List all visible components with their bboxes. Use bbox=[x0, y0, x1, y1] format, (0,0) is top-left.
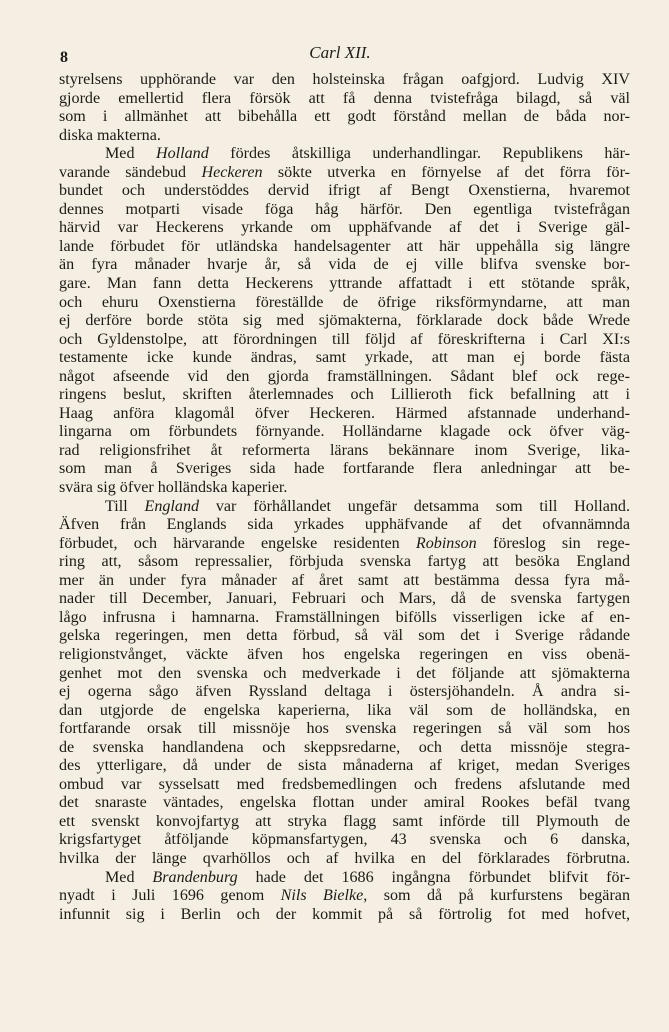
page-number: 8 bbox=[60, 49, 68, 66]
text-line bbox=[59, 535, 630, 554]
text-line bbox=[59, 498, 630, 517]
text-segment: svära sig öfver holländska kaperier. bbox=[59, 479, 288, 497]
text-segment: gjorde emellertid flera försök att få denna tvistefråga bilagd, så väl bbox=[59, 89, 630, 107]
text-segment: ej derföre borde stöta sig med sjömakterna, förklarade dock både Wrede bbox=[59, 312, 630, 330]
text-line bbox=[59, 516, 630, 535]
text-line bbox=[59, 553, 630, 572]
text-segment: och ehuru Oxenstierna föreställde de öfrige riksförmyndarne, att man bbox=[59, 293, 630, 311]
text-segment: dan utgjorde de engelska kaperierna, lika väl som de holländska, en bbox=[59, 701, 630, 719]
text-segment: ombud var sysselsatt med fredsbemedlingen och fredens afslutande med bbox=[59, 775, 630, 793]
text-line bbox=[59, 479, 630, 498]
text-segment: något afseende vid den gjorda framställningen. Sådant blef ock rege- bbox=[59, 367, 630, 385]
body-text bbox=[59, 71, 630, 924]
text-segment: fortfarande orsak till missnöje hos svenska regeringen så väl som hos bbox=[59, 720, 630, 738]
text-segment: ej ogerna sågo äfven Ryssland deltaga i östersjöhandeln. Å andra si- bbox=[59, 683, 630, 701]
text-segment: nyadt i Juli 1696 genom bbox=[59, 887, 281, 905]
text-line bbox=[59, 108, 630, 127]
text-segment: lågo infrusna i hamnarna. Framställningen bifölls visserligen icke af en- bbox=[59, 608, 630, 626]
text-segment: dennes motparti visade föga håg härför. Den egentliga tvistefrågan bbox=[59, 200, 630, 218]
text-line bbox=[59, 776, 630, 795]
text-segment: Äfven från Englands sida yrkades upphäfvande af det ofvannämnda bbox=[59, 516, 630, 534]
italic-name: Heckeren bbox=[201, 163, 263, 181]
text-segment: förbudet, och härvarande engelske residenten bbox=[59, 534, 416, 552]
text-line bbox=[59, 869, 630, 888]
text-line bbox=[59, 368, 630, 387]
text-line bbox=[59, 683, 630, 702]
text-segment: bundet och understöddes dervid ifrigt af Bengt Oxenstierna, hvaremot bbox=[59, 182, 630, 200]
text-segment: styrelsens upphörande var den holsteinska frågan oafgjord. Ludvig XIV bbox=[59, 71, 630, 88]
text-segment: sökte utverka en förnyelse af det förra för- bbox=[262, 163, 630, 181]
text-segment: varande sändebud bbox=[59, 163, 202, 181]
text-line bbox=[59, 331, 630, 350]
text-segment: des ytterligare, då under de sista månaderna af kriget, medan Sveriges bbox=[59, 757, 630, 775]
running-title: Carl XII. bbox=[309, 43, 371, 62]
text-segment: än fyra månader hvarje år, så vida de ej ville blifva svenske bor- bbox=[59, 256, 630, 274]
text-line bbox=[59, 850, 630, 869]
text-segment: Med bbox=[105, 145, 156, 163]
text-segment: diska makterna. bbox=[59, 126, 161, 144]
italic-name: Brandenburg bbox=[152, 868, 238, 886]
italic-name: Nils Bielke bbox=[280, 887, 364, 905]
text-line bbox=[59, 906, 630, 925]
text-line bbox=[59, 794, 630, 813]
text-line bbox=[59, 460, 630, 479]
text-segment: hvilka der länge qvarhöllos och af hvilka en del förklarades förbrutna. bbox=[59, 849, 630, 867]
text-segment: Till bbox=[105, 497, 145, 515]
text-segment: fördes åtskilliga underhandlingar. Republikens här- bbox=[208, 145, 630, 163]
text-line bbox=[59, 665, 630, 684]
text-line bbox=[59, 294, 630, 313]
text-line bbox=[59, 405, 630, 424]
text-segment: det snaraste väntades, engelska flottan under amiral Rookes befäl tvang bbox=[59, 794, 630, 812]
text-segment: genhet mot den svenska och medverkade i det följande att sjömakterna bbox=[59, 664, 630, 682]
text-line bbox=[59, 442, 630, 461]
text-line bbox=[59, 201, 630, 220]
text-line bbox=[59, 71, 630, 90]
italic-name: Holland bbox=[155, 145, 209, 163]
text-segment: och Gyldenstolpe, att förordningen till följd af föreskrifterna i Carl XI:s bbox=[59, 330, 630, 348]
text-segment: var förhållandet ungefär detsamma som till Holland. bbox=[199, 497, 630, 515]
text-line bbox=[59, 423, 630, 442]
text-line bbox=[59, 182, 630, 201]
text-segment: Haag anföra klagomål öfver Heckeren. Härmed afstannade underhand- bbox=[59, 404, 630, 422]
text-segment: Med bbox=[105, 868, 153, 886]
text-line bbox=[59, 609, 630, 628]
text-segment: hade det 1686 ingångna förbundet blifvit för- bbox=[237, 868, 630, 886]
text-line bbox=[59, 646, 630, 665]
text-line bbox=[59, 145, 630, 164]
text-line bbox=[59, 238, 630, 257]
text-segment: de svenska handlandena och skeppsredarne, och detta missnöje stegra- bbox=[59, 738, 630, 756]
text-line bbox=[59, 813, 630, 832]
text-line bbox=[59, 831, 630, 850]
text-line bbox=[59, 702, 630, 721]
text-segment: krigsfartyget åtföljande köpmansfartygen, 43 svenska och 6 danska, bbox=[59, 831, 630, 849]
text-line bbox=[59, 590, 630, 609]
text-line bbox=[59, 887, 630, 906]
text-segment: härvid var Heckerens yrkande om upphäfvande af det i Sverige gäl- bbox=[59, 219, 630, 237]
text-line bbox=[59, 386, 630, 405]
text-line bbox=[59, 219, 630, 238]
text-segment: religionstvånget, väckte äfven hos engelska regeringen en viss obenä- bbox=[59, 645, 630, 663]
text-segment: rad religionsfrihet åt reformerta lärans bekännare inom Sverige, lika- bbox=[59, 441, 630, 459]
text-segment: som i allmänhet att bibehålla ett godt förstånd mellan de båda nor- bbox=[59, 108, 630, 126]
text-line bbox=[59, 90, 630, 109]
text-segment: gelska regeringen, men detta förbud, så väl som det i Sverige rådande bbox=[59, 627, 630, 645]
text-segment: , som då på kurfurstens begäran bbox=[363, 887, 631, 905]
text-line bbox=[59, 572, 630, 591]
italic-name: England bbox=[144, 497, 200, 515]
text-segment: testamente icke kunde ändras, samt yrkade, att man ej borde fästa bbox=[59, 349, 630, 367]
text-segment: lingarna om förbundets förnyande. Holländarne klagade ock öfver väg- bbox=[59, 423, 630, 441]
text-line bbox=[59, 757, 630, 776]
text-line bbox=[59, 739, 630, 758]
text-segment: ring att, såsom repressalier, förbjuda svenska fartyg att besöka England bbox=[59, 553, 630, 571]
text-line bbox=[59, 275, 630, 294]
text-segment: ett svenskt konvojfartyg att stryka flagg samt införde till Plymouth de bbox=[59, 812, 630, 830]
text-line bbox=[59, 127, 630, 146]
text-line bbox=[59, 720, 630, 739]
text-line bbox=[59, 164, 630, 183]
text-segment: mer än under fyra månader af året samt att bestämma dessa fyra må- bbox=[59, 571, 630, 589]
italic-name: Robinson bbox=[415, 534, 477, 552]
page-header bbox=[60, 43, 620, 67]
text-line bbox=[59, 312, 630, 331]
text-segment: föreslog sin rege- bbox=[476, 534, 631, 552]
text-segment: som man å Sveriges sida hade fortfarande flera anledningar att be- bbox=[59, 460, 630, 478]
text-segment: gare. Man fann detta Heckerens yttrande affattadt i ett stötande språk, bbox=[59, 275, 630, 293]
text-segment: ringens beslut, skriften återlemnades och Lillieroth fick befallning att i bbox=[59, 386, 630, 404]
text-segment: infunnit sig i Berlin och der kommit på så förtrolig fot med hofvet, bbox=[59, 905, 630, 923]
text-line bbox=[59, 256, 630, 275]
text-segment: lande förbudet för utländska handelsagenter att här uppehålla sig längre bbox=[59, 237, 630, 255]
text-segment: nader till December, Januari, Februari och Mars, då de svenska fartygen bbox=[59, 590, 630, 608]
text-line bbox=[59, 349, 630, 368]
text-line bbox=[59, 627, 630, 646]
